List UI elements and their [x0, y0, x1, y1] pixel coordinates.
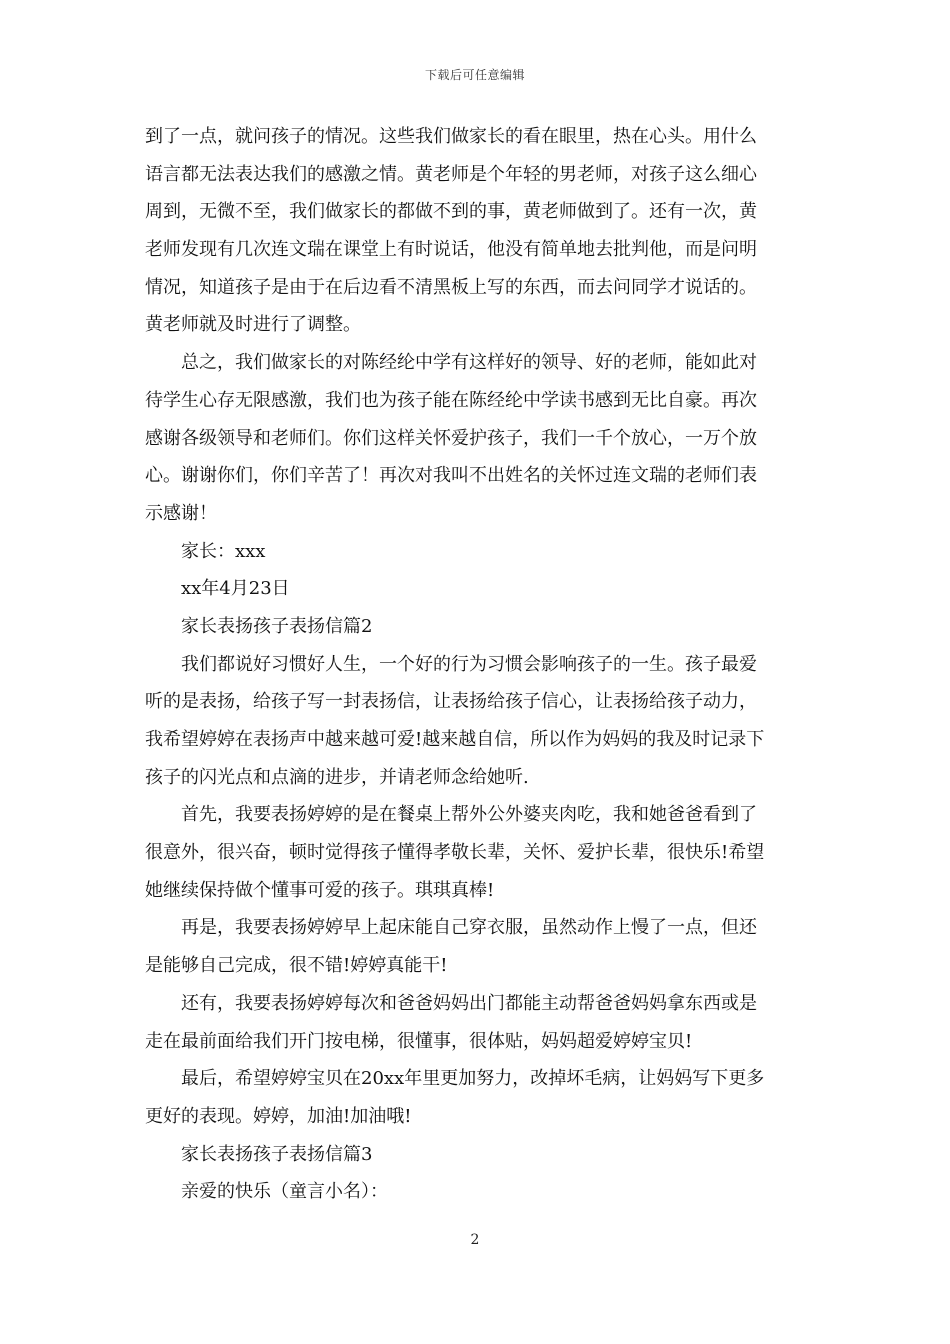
text-line: 家长表扬孩子表扬信篇3: [181, 1143, 373, 1165]
text-line: 首先，我要表扬婷婷的是在餐桌上帮外公外婆夹肉吃，我和她爸爸看到了: [181, 804, 757, 826]
text-line: 语言都无法表达我们的感激之情。黄老师是个年轻的男老师，对孩子这么细心: [145, 163, 757, 185]
text-line: 很意外，很兴奋，顿时觉得孩子懂得孝敬长辈，关怀、爱护长辈，很快乐!希望: [145, 842, 765, 864]
text-line: 示感谢！: [145, 502, 217, 524]
document-body: [145, 118, 807, 1211]
text-line: 最后，希望婷婷宝贝在20xx年里更加努力，改掉坏毛病，让妈妈写下更多: [181, 1068, 765, 1090]
text-line: 待学生心存无限感激，我们也为孩子能在陈经纶中学读书感到无比自豪。再次: [145, 389, 757, 411]
text-line: 老师发现有几次连文瑞在课堂上有时说话，他没有简单地去批判他，而是问明: [145, 239, 757, 261]
text-line: 是能够自己完成，很不错!婷婷真能干!: [145, 955, 448, 977]
text-line: 感谢各级领导和老师们。你们这样关怀爱护孩子，我们一千个放心，一万个放: [145, 427, 757, 449]
text-line: 家长：xxx: [181, 540, 266, 562]
text-line: 更好的表现。婷婷，加油!加油哦!: [145, 1105, 412, 1127]
text-line: 情况，知道孩子是由于在后边看不清黑板上写的东西，而去问同学才说话的。: [145, 276, 757, 298]
text-line: 我希望婷婷在表扬声中越来越可爱!越来越自信，所以作为妈妈的我及时记录下: [145, 729, 765, 750]
text-line: 家长表扬孩子表扬信篇2: [181, 615, 373, 637]
text-line: 周到，无微不至，我们做家长的都做不到的事，黄老师做到了。还有一次，黄: [145, 201, 757, 223]
text-line: xx年4月23日: [181, 578, 290, 600]
text-line: 走在最前面给我们开门按电梯，很懂事，很体贴，妈妈超爱婷婷宝贝!: [145, 1030, 693, 1052]
text-line: 还有，我要表扬婷婷每次和爸爸妈妈出门都能主动帮爸爸妈妈拿东西或是: [181, 992, 757, 1014]
text-line: 到了一点，就问孩子的情况。这些我们做家长的看在眼里，热在心头。用什么: [145, 126, 757, 147]
text-line: 再是，我要表扬婷婷早上起床能自己穿衣服，虽然动作上慢了一点，但还: [181, 917, 757, 939]
page-number: 2: [470, 1232, 480, 1248]
text-line: 总之，我们做家长的对陈经纶中学有这样好的领导、好的老师，能如此对: [181, 352, 757, 374]
text-line: 她继续保持做个懂事可爱的孩子。琪琪真棒!: [145, 879, 495, 901]
text-line: 孩子的闪光点和点滴的进步，并请老师念给她听.: [145, 766, 529, 788]
text-line: 黄老师就及时进行了调整。: [145, 314, 361, 336]
page-header: 下载后可任意编辑: [424, 68, 525, 82]
text-line: 我们都说好习惯好人生，一个好的行为习惯会影响孩子的一生。孩子最爱: [181, 653, 757, 675]
text-line: 心。谢谢你们，你们辛苦了！再次对我叫不出姓名的关怀过连文瑞的老师们表: [145, 465, 757, 487]
text-line: 听的是表扬，给孩子写一封表扬信，让表扬给孩子信心，让表扬给孩子动力，: [145, 691, 757, 713]
text-line: 亲爱的快乐（童言小名）：: [181, 1181, 388, 1203]
